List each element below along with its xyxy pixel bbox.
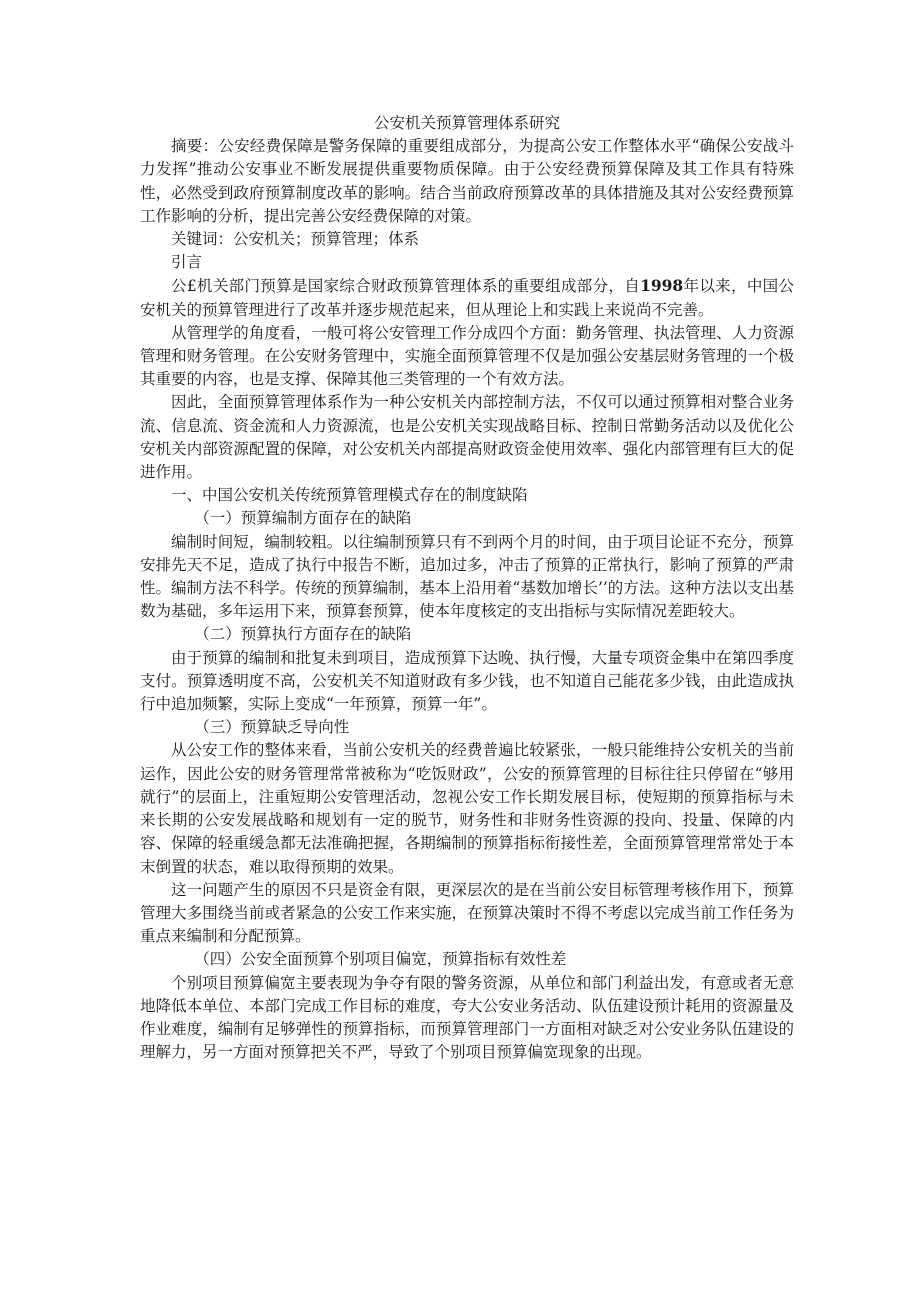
subsection-4-heading: （四）公安全面预算个别项目偏宽，预算指标有效性差 — [194, 950, 567, 969]
subsection-4-paragraph: 个别项目预算偏宽主要表现为争夺有限的警务资源，从单位和部门利益出发，有意或者无意地降低本单位、本部门完成工作目标的难度，夸大公安业务活动、队伍建设预计耗用的资源量及作业难度，编制有足够弹性的预算指标，而预算管理部门一方面相对缺乏对公安业务队伍建设的理解力，另一方面对预算把关不严，导致了个别项目预算偏宽现象的出现。 — [140, 973, 794, 1062]
intro-paragraph-2: 从管理学的角度看，一般可将公安管理工作分成四个方面：勤务管理、执法管理、人力资源管理和财务管理。在公安财务管理中，实施全面预算管理不仅是加强公安基层财务管理的一个极其重要的内容，也是支撑、保障其他三类管理的一个有效方法。 — [140, 323, 794, 389]
keywords-line: 关键词：公安机关；预算管理；体系 — [171, 230, 420, 249]
intro-paragraph-1-part-a: 公£机关部门预算是国家综合财政预算管理体系的重要组成部分，自 — [171, 277, 641, 296]
intro-paragraph-3: 因此，全面预算管理体系作为一种公安机关内部控制方法，不仅可以通过预算相对整合业务流、信息流、资金流和人力资源流，也是公安机关实现战略目标、控制日常勤务活动以及优化公安机关内部资源配置的保障，对公安机关内部提高财政资金使用效率、强化内部管理有巨大的促进作用。 — [140, 393, 794, 482]
intro-heading: 引言 — [171, 253, 203, 272]
intro-paragraph-1 — [140, 274, 794, 321]
intro-year: 1998 — [640, 276, 684, 296]
document-title: 公安机关预算管理体系研究 — [373, 114, 560, 132]
subsection-3-paragraph-1: 从公安工作的整体来看，当前公安机关的经费普遍比较紧张，一般只能维持公安机关的当前运作，因此公安的财务管理常常被称为“吃饭财政”，公安的预算管理的目标往往只停留在“够用就行”的层面上，注重短期公安管理活动，忽视公安工作长期发展目标，使短期的预算指标与未来长期的公安发展战略和规划有一定的脱节，财务性和非财务性资源的投向、投量、保障的内容、保障的轻重缓急都无法准确把握，各期编制的预算指标衔接性差，全面预算管理常常处于本末倒置的状态，难以取得预期的效果。 — [140, 741, 794, 876]
document-page — [140, 112, 794, 1064]
abstract-paragraph: 摘要：公安经费保障是警务保障的重要组成部分，为提高公安工作整体水平“确保公安战斗力发挥”推动公安事业不断发展提供重要物质保障。由于公安经费预算保障及其工作具有特殊性，必然受到政府预算制度改革的影响。结合当前政府预算改革的具体措施及其对公安经费预算工作影响的分析，提出完善公安经费保障的对策。 — [140, 137, 794, 225]
section-1-heading: 一、中国公安机关传统预算管理模式存在的制度缺陷 — [171, 486, 528, 505]
subsection-1-heading: （一）预算编制方面存在的缺陷 — [194, 509, 412, 528]
subsection-3-paragraph-2: 这一问题产生的原因不只是资金有限，更深层次的是在当前公安目标管理考核作用下，预算管理大多围绕当前或者紧急的公安工作来实施，在预算决策时不得不考虑以完成当前工作任务为重点来编制和分配预算。 — [140, 880, 794, 946]
subsection-2-paragraph: 由于预算的编制和批复未到项目，造成预算下达晚、执行慢，大量专项资金集中在第四季度支付。预算透明度不高，公安机关不知道财政有多少钱，也不知道自己能花多少钱，由此造成执行中追加频繁，实际上变成“一年预算，预算一年”。 — [140, 648, 794, 714]
subsection-1-paragraph: 编制时间短，编制较粗。以往编制预算只有不到两个月的时间，由于项目论证不充分，预算安排先天不足，造成了执行中报告不断，追加过多，冲击了预算的正常执行，影响了预算的严肃性。编制方法不科学。传统的预算编制，基本上沿用着“基数加增长’’的方法。这种方法以支出基数为基础，多年运用下来，预算套预算，使本年度核定的支出指标与实际情况差距较大。 — [140, 532, 794, 621]
intro-paragraph-1-part-b: 年以来，中国公安机关的预算管理进行了改革并逐步规范起来，但从理论上和实践上来说尚不完善。 — [140, 277, 794, 319]
subsection-2-heading: （二）预算执行方面存在的缺陷 — [194, 625, 412, 644]
subsection-3-heading: （三）预算缺乏导向性 — [194, 718, 350, 737]
